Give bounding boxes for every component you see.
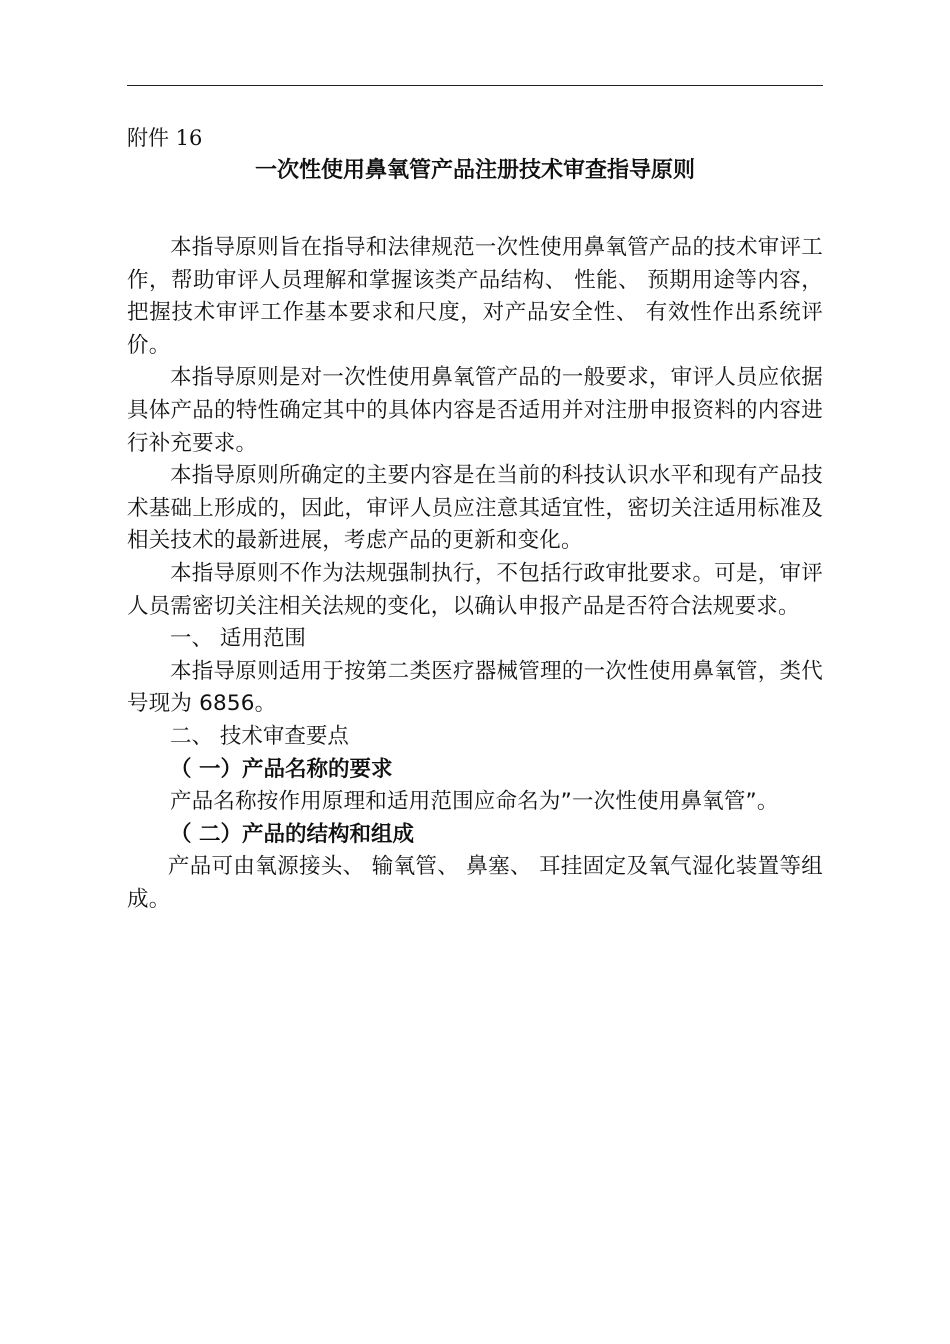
document-body	[127, 232, 823, 916]
paragraph-general-requirements: 本指导原则是对一次性使用鼻氧管产品的一般要求，审评人员应依据具体产品的特性确定其中的具体内容是否适用并对注册申报资料的内容进行补充要求。	[127, 365, 823, 456]
document-title: 一次性使用鼻氧管产品注册技术审查指导原则	[254, 158, 695, 183]
section-heading-scope: 一、 适用范围	[170, 626, 306, 652]
paragraph-product-name: 产品名称按作用原理和适用范围应命名为”一次性使用鼻氧管”。	[170, 789, 779, 815]
paragraph-not-mandatory: 本指导原则不作为法规强制执行，不包括行政审批要求。可是，审评人员需密切关注相关法规的变化，以确认申报产品是否符合法规要求。	[127, 560, 823, 619]
paragraph-purpose: 本指导原则旨在指导和法律规范一次性使用鼻氧管产品的技术审评工作，帮助审评人员理解和掌握该类产品结构、 性能、 预期用途等内容，把握技术审评工作基本要求和尺度，对产品安全性、 有效性作出系统评价。	[127, 235, 823, 358]
paragraph-scope: 本指导原则适用于按第二类医疗器械管理的一次性使用鼻氧管，类代号现为 6856。	[127, 658, 823, 717]
paragraph-content-basis: 本指导原则所确定的主要内容是在当前的科技认识水平和现有产品技术基础上形成的，因此，审评人员应注意其适宜性，密切关注适用标准及相关技术的最新进展，考虑产品的更新和变化。	[127, 463, 823, 554]
paragraph-structure: 产品可由氧源接头、 输氧管、 鼻塞、 耳挂固定及氧气湿化装置等组成。	[127, 854, 823, 912]
section-heading-review-points: 二、 技术审查要点	[170, 723, 349, 749]
subsection-heading-product-name: （ 一）产品名称的要求	[170, 756, 393, 782]
subsection-heading-structure: （ 二）产品的结构和组成	[170, 821, 414, 847]
header-rule	[127, 85, 823, 86]
annex-label: 附件 16	[127, 126, 203, 150]
